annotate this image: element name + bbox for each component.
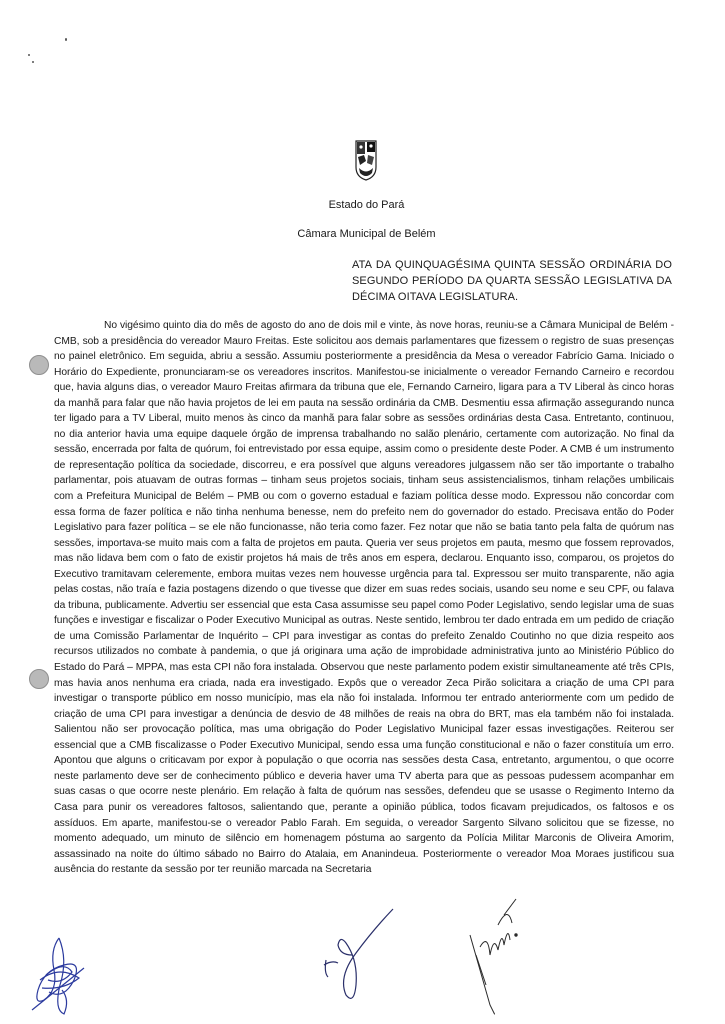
punch-hole xyxy=(29,355,49,375)
scan-speck xyxy=(32,61,34,63)
state-heading: Estado do Pará xyxy=(328,199,405,211)
signature-center xyxy=(318,905,398,1005)
minutes-body: No vigésimo quinto dia do mês de agosto do ano de dois mil e vinte, às nove horas, reuniu-se a Câmara Municipal de Belém - CMB, sob a presidência do vereador Mauro Freitas. Este solicitou aos demais parlamentares que fizessem o registro de suas presenças no painel eletrônico. Em seguida, abriu a sessão. Assumiu posteriormente a presidência da Mesa o vereador Fabrício Gama. Iniciado o Horário do Expediente, pronunciaram-se os vereadores inscritos. Manifestou-se inicialmente o vereador Fernando Carneiro e recordou que, havia alguns dias, o vereador Mauro Freitas afirmara da tribuna que ele, Fernando Carneiro, ligara para a TV Liberal às cinco horas da manhã para falar que não havia projetos de lei em pauta na sessão ordinária da CMB. Desmentiu essa afirmação assegurando nunca ter ligado para a TV Liberal, muito menos às cinco da manhã para falar sobre as sessões ordinárias desta Casa. Entretanto, continuou, no dia anterior havia uma equipe daquele órgão de imprensa trabalhando no salão plenário, certamente com autorização. No final da sessão, encerrada por falta de quórum, foi entrevistado por essa equipe, assim como o presidente deste Poder. A CMB é um instrumento de representação política da sociedade, discorreu, e era possível que alguns vereadores julgassem não ser tão importante o trabalho parlamentar, pois atuavam de outras formas – tinham seus projetos sociais, tinham seus assistencialismos, tinham relações umbilicais com a Prefeitura Municipal de Belém – PMB ou com o governo estadual e faziam política desse modo. Expressou não concordar com essa forma de fazer política e não tinha nenhuma benesse, nem do prefeito nem do governador do estado. Precisava então do Poder Legislativo para fazer política – se ele não funcionasse, não teria como fazer. Fez notar que não se batia tanto pela falta de quórum nas sessões, importava-se muito mais com a falta de projetos em pauta. Queria ver seus projetos em pauta, mesmo que fossem reprovados, mas não lidava bem com o fato de existir projetos há mais de três anos em espera, declarou. Enquanto isso, comparou, os projetos do Executivo tramitavam celeremente, embora muitas vezes nem houvesse urgência para tal. Expressou ser muito transparente, não agia pelas costas, não traía e fazia postagens dizendo o que tivesse que dizer em suas redes sociais, usando seu nome e seu CPF, ou falava da tribuna, publicamente. Advertiu ser essencial que esta Casa assumisse seu papel como Poder Legislativo, sendo legislar uma de suas funções e investigar e fiscalizar o Poder Executivo Municipal as outras. Neste sentido, lembrou ter dado entrada em um pedido de criação de uma Comissão Parlamentar de Inquérito – CPI para investigar as contas do prefeito Zenaldo Coutinho no que dizia respeito aos recursos utilizados no combate à pandemia, o que já originara uma ação de improbidade administrativa junto ao Ministério Público do Estado do Pará – MPPA, mas esta CPI não fora instalada. Observou que neste parlamento podem existir simultaneamente até três CPIs, mas havia anos nenhuma era criada, nada era investigado. Expôs que o vereador Zeca Pirão solicitara a criação de uma CPI para investigar o transporte público em nosso município, mas ela não foi instalada. Informou ter entrado anteriormente com um pedido de criação de uma CPI para investigar a denúncia de desvio de 48 milhões de reais na obra do BRT, mas ela também não foi instalada. Salientou não ser provocação política, mas uma obrigação do Poder Legislativo Municipal fazer essas investigações. Reiterou ser essencial que a CMB fiscalizasse o Poder Executivo Municipal, sendo essa uma função constitucional e não o fazer constituía um erro. Apontou que alguns o criticavam por expor à população o que ocorria nas sessões desta Casa, entretanto, argumentou, o que ocorre neste parlamento deve ser de conhecimento público e deveria haver uma TV aberta para que as pessoas pudessem acompanhar em suas casas o que ocorre neste plenário. Em relação à falta de quórum nas sessões, defendeu que se usasse o Regimento Interno da Casa para punir os vereadores faltosos, salientando que, perante a opinião pública, todos ficavam prejudicados, os faltosos e os assíduos. Em aparte, manifestou-se o vereador Pablo Farah. Em seguida, o vereador Sargento Silvano solicitou que se fizesse, no momento adequado, um minuto de silêncio em homenagem póstuma ao sargento da Polícia Militar Marconis de Oliveira Amorim, assassinado na noite do último sábado no Bairro do Atalaia, em Ananindeua. Posteriormente o vereador Moa Moraes justificou sua ausência do restante da sessão por ter reunião marcada na Secretaria xyxy=(54,320,674,876)
signature-right xyxy=(460,895,530,1020)
punch-hole xyxy=(29,669,49,689)
scan-speck xyxy=(65,38,67,41)
document-title: ATA DA QUINQUAGÉSIMA QUINTA SESSÃO ORDINÁRIA DO SEGUNDO PERÍODO DA QUARTA SESSÃO LEGISLATIVA DA DÉCIMA OITAVA LEGISLATURA. xyxy=(352,259,672,303)
coat-of-arms-icon xyxy=(354,139,378,181)
signature-left xyxy=(24,930,94,1020)
scan-speck xyxy=(28,54,30,56)
chamber-heading: Câmara Municipal de Belém xyxy=(297,228,436,240)
